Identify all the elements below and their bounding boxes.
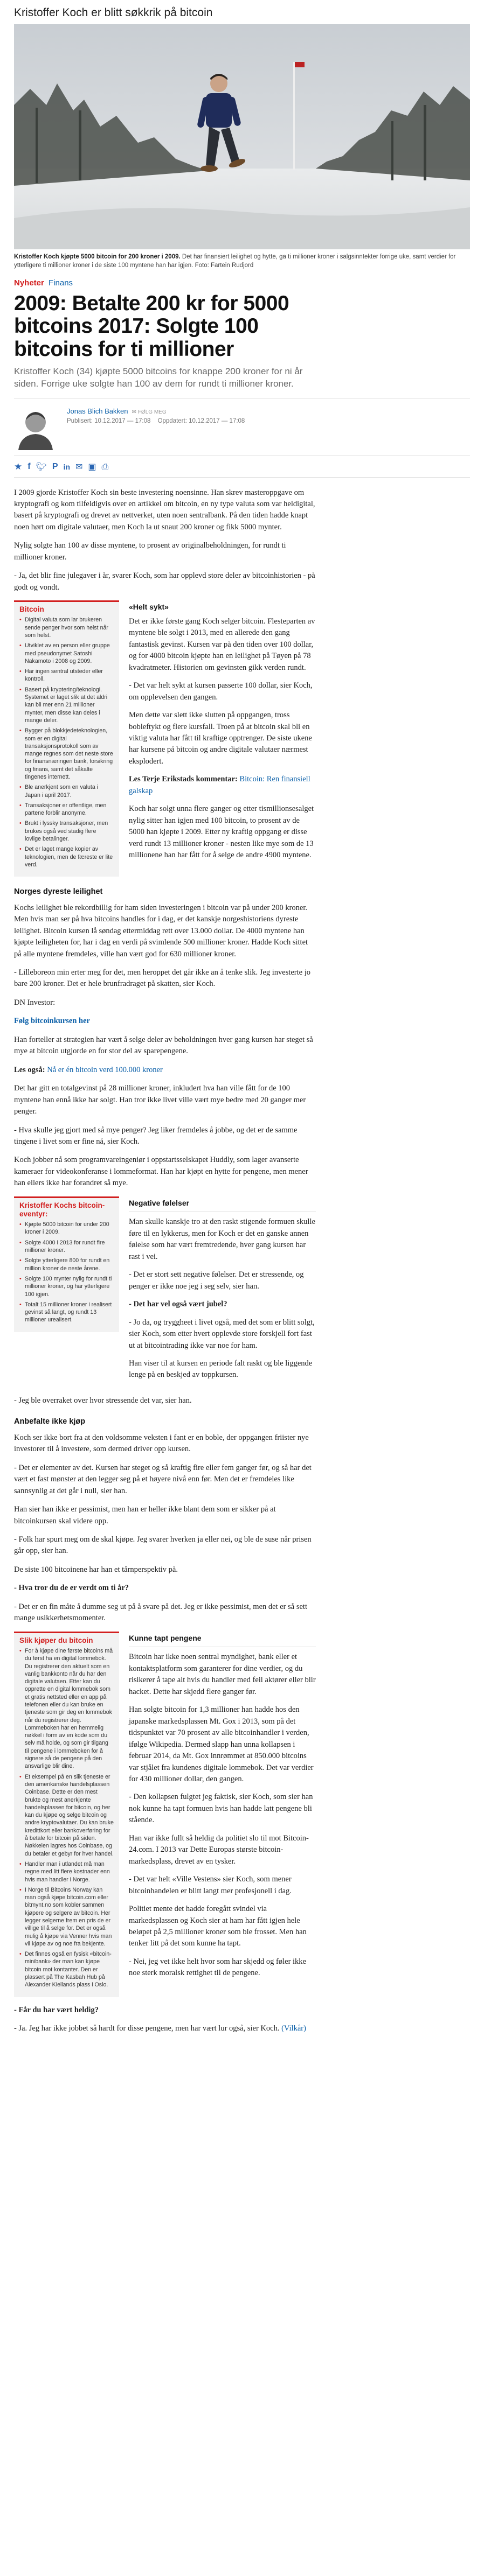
read-also [14,1065,316,1076]
risk-main-column [129,1632,316,1997]
print-icon[interactable]: ⎙ [101,461,109,472]
body-paragraph: Han viser til at kursen en periode falt raskt og ble liggende lenge på en beskjed av toppkursen. [129,1359,313,1380]
pinterest-icon[interactable]: P [52,462,58,472]
page-title: Kristoffer Koch er blitt søkkrik på bitcoin [14,6,213,19]
follow-author-link[interactable]: ✉ FØLG MEG [132,409,167,415]
published-time: Publisert: 10.12.2017 — 17:08 [67,417,151,424]
risk-section [14,1632,316,1997]
hero-illustration [14,24,470,249]
read-more [129,774,316,797]
lead-paragraph: Kristoffer Koch (34) kjøpte 5000 bitcoins for knappe 200 kroner for ni år siden. Forrige uke solgte han 100 av dem for rundt ti millioner kroner. [14,366,303,389]
factbox-item: • Har ingen sentral utsteder eller kontroll. [19,668,114,683]
body-paragraph: Han var ikke fullt så heldig da politiet slo til mot Bitcoin-24.com. I 2013 var Dette Europas største bitcoin-markedsplass, drevet av en tysker. [129,1833,309,1866]
factbox-item: • Digital valuta som lar brukeren sende penger hvor som helst når som helst. [19,616,114,639]
headline: 2009: Betalte 200 kr for 5000 bitcoins 2017: Solgte 100 bitcoins for ti millioner [14,292,289,361]
kicker-label[interactable]: Nyheter [14,278,44,288]
body-paragraph: - Det er stort sett negative følelser. Det er stressende, og penger er ikke noe jeg i seg selv, sier han. [129,1270,304,1291]
subheading: Norges dyreste leilighet [14,887,103,897]
author-name[interactable]: Jonas Blich Bakken [67,407,128,415]
factbox-item: • Basert på kryptering/teknologi. Systemet er laget slik at det aldri kan bli mer enn 21 millioner mynter, men disse kan deles i mange deler. [19,686,114,724]
read-more-label: Les Terje Erikstads kommentar: [129,775,238,784]
body-paragraph: Man skulle kanskje tro at den raskt stigende formuen skulle føre til en lykkerus, men for Koch er det en ganske annen følelse som har vært fremtredende, hver gang kursen har rast i vei. [129,1217,315,1261]
factbox-item: • Totalt 15 millioner kroner i realisert gevinst så langt, og rundt 13 millioner urealisert. [19,1301,114,1324]
feelings-section [14,1196,316,1388]
body-paragraph: - Folk har spurt meg om de skal kjøpe. Jeg svarer hverken ja eller nei, og ble de suse når prisen går opp, sier han. [14,1535,312,1556]
body-paragraph: Koch har solgt unna flere ganger og etter tismillionsesalget nylig sitter han igjen med 100 bitcoin, to prosent av de 5000 han kjøpte i 2009. Etter ny kraftig oppgang er disse verd rundt 13 millioner kroner - nesten like mye som de 13 millionene han har fått for å selge de andre 4900 myntene. [129,804,314,860]
section-link[interactable]: Finans [49,278,73,288]
factbox-item: • I Norge til Bitcoins Norway kan man også kjøpe bitcoin.com eller bitmynt.no som kobler sammen kjøpere og selgere av bitcoin. Her legger selgerne frem en pris de er villige til å selge for. Det er også mulig å kjøpe via Venner hvis man vil kjøpe av og noe fra bekjente. [19,1886,114,1948]
body-paragraph: - Ja, det blir fine julegaver i år, svarer Koch, som har opplevd store deler av bitcoinhistorien - på godt og vondt. [14,571,315,592]
body-paragraph: - Det er elementer av det. Kursen har steget og så kraftig fire eller fem ganger før, og så har det vært et fast mønster at den legger seg på et høyere nivå enn før. Men det er fremdeles like sannsynlig at det går i null, sier han. [14,1463,312,1495]
dn-investor-label: DN Investor: [14,998,56,1007]
factbox-item: • Solgte ytterligere 800 for rundt en million kroner de neste årene. [19,1257,114,1272]
closing-text: - Ja. Jeg har ikke jobbet så hardt for disse pengene, men har vært lur også, sier Koch. [14,2024,280,2033]
terms-link[interactable]: (Vilkår) [281,2024,306,2033]
article-body [14,487,316,2035]
photo-caption [14,249,461,275]
factbox-item: • Transaksjoner er offentlige, men partene forblir anonyme. [19,802,114,817]
body-paragraph: - Jo da, og tryggheet i livet også, med det som er blitt solgt, sier Koch, som etter hvert opplevde store forskjell fort fast ut at bitcointrading ikke var noe for ham. [129,1318,315,1350]
factbox-item: • Handler man i utlandet må man regne med litt flere kostnader enn hvis man handler i Norge. [19,1860,114,1884]
factbox-item: • Det er laget mange kopier av teknologien, men de færeste er lite verd. [19,845,114,869]
factbox-item: • Ble anerkjent som en valuta i Japan i april 2017. [19,783,114,799]
bitcoin-rate-link[interactable]: Følg bitcoinkursen her [14,1017,90,1026]
byline-text [67,404,245,426]
body-paragraph: Han forteller at strategien har vært å selge deler av beholdningen hver gang kursen har steget så mye at bitcoin utgjorde en for stor del av sparepengene. [14,1035,313,1056]
body-paragraph: Koch ser ikke bort fra at den voldsomme veksten i fant er en boble, der oppgangen friister nye investorer til å investere, som dermed driver opp kursen. [14,1433,309,1454]
buy-factbox-column [14,1632,119,1997]
body-paragraph: Koch jobber nå som programvareingeniør i oppstartsselskapet Huddly, som lager avanserte kameraer for videokonferanse i lommeformat. Han har kjøpt en hytte for pengene, men mener han ellers ikke har forandret så mye. [14,1156,308,1188]
body-paragraph: Han solgte bitcoin for 1,3 millioner han hadde hos den japanske markedsplassen Mt. Gox i 2013, som på det tidspunktet var 70 prosent av alle bitcoinhandler i verden, ifølge Wikipedia. Dermed slapp han unna kollapsen i februar 2014, da Mt. Gox innrømmet at 850.000 bitcoins var stjålet fra kundenes digitale lommebok. Det var verdier for 430 millioner dollar, den gangen. [129,1705,314,1783]
factbox-list [19,1221,114,1324]
subheading: Anbefalte ikke kjøp [14,1417,86,1426]
email-icon[interactable]: ✉ [75,461,83,472]
factbox-title: Kristoffer Kochs bitcoin-eventyr: [19,1201,105,1218]
bitcoin-section [14,600,316,877]
body-paragraph: - Det er en fin måte å dumme seg ut på å svare på det. Jeg er ikke pessimist, men det er så sett mange usikkerhetsmomenter. [14,1602,307,1623]
read-also-label: Les også: [14,1065,45,1074]
factbox-item: • Utviklet av en person eller gruppe med pseudonymet Satoshi Nakamoto i 2008 og 2009. [19,642,114,665]
caption-text: Det har finansiert leilighet og hytte, ga ti millioner kroner i salgsinntekter forrige uke, samt verdier for ytterligere ti millioner kroner i de siste 100 myntene han har igjen. Foto: Fartein Rudjord [14,254,456,269]
factbox-item: • Kjøpte 5000 bitcoin for under 200 kroner i 2009. [19,1221,114,1236]
body-paragraph: Bitcoin har ikke noen sentral myndighet, bank eller et kontaktsplatform som garanterer for dine verdier, og du risikerer å tape alt hvis du handler med feil aktører eller blir hacket. Dette har skjedd flere ganger før. [129,1653,316,1696]
body-paragraph: Nylig solgte han 100 av disse myntene, to prosent av originalbeholdningen, for rundt ti millioner kroner. [14,541,286,562]
factbox-list [19,1647,114,1989]
caption-lead: Kristoffer Koch kjøpte 5000 bitcoin for 200 kroner i 2009. [14,254,181,261]
factbox-title: Bitcoin [19,605,44,614]
subheading: Kunne tapt pengene [129,1632,316,1648]
body-paragraph: - Nei, jeg vet ikke helt hvor som har skjedd og føler ikke noe sterk moralsk rettighet til de pengene. [129,1957,306,1978]
byline [14,398,470,456]
body-paragraph: Kochs leilighet ble rekordbillig for ham siden investeringen i bitcoin var på under 200 kroner. Men hvis man ser på hva bitcoins handles for i dag, er det kanskje norgeshistoriens dyreste leilighet. Bitcoin kursen lå søndag ettermiddag rett over 13.000 dollar. De 4000 myntene han kjøpte leiligheten for, har i dag en verdi på svimlende 500 millioner kroner. Hadde Koch sittet på alle myntene fremdeles, ville han vært god for 630 millioner kroner. [14,903,308,958]
factbox-item: • Solgte 4000 i 2013 for rundt fire millioner kroner. [19,1239,114,1255]
body-paragraph: De siste 100 bitcoinene har han et tårnperspektiv på. [14,1565,178,1574]
question: - Hva tror du de er verdt om ti år? [14,1584,129,1593]
factbox-item: • For å kjøpe dine første bitcoins må du først ha en digital lommebok. Du registrerer den aktuelt som en vanlig bankkonto når du har den digitale valutaen. Etter kan du opprette en digital lommebok som et gratis nettsted eller en app på telefonen eller du kan bruke en tjeneste som gir deg en lommebok når du registrerer deg. Lommeboken har en hemmelig nøkkel i form av en kode som du selv må holde, og som gir tilgang til pengene i lommeboken for å signere så de pengene på den ansvarlige blir dine. [19,1647,114,1770]
star-icon[interactable]: ★ [14,461,23,472]
subheading: Negative følelser [129,1196,316,1213]
factbox-item: • Et eksempel på en slik tjeneste er den amerikanske handelsplassen Coinbase. Dette er den mest brukte og mest anerkjente handelsplassen for bitcoin, og her kan du kjøpe og selge bitcoin og andre kryptovalutaer. Du kan bruke kredittkort eller bankoverføring for å betale for bitcoin på siden. Nøkkelen lagres hos Coinbase, og du betaler et gebyr for hver handel. [19,1773,114,1858]
koch-factbox [14,1196,119,1332]
factbox-item: • Brukt i lyssky transaksjoner, men brukes også ved stadig flere lovlige betalinger. [19,820,114,843]
linkedin-icon[interactable]: in [63,463,71,472]
body-paragraph: - Det var helt «Ville Vestens» sier Koch, som mener bitcoinhandelen er blitt langt mer profesjonell i dag. [129,1875,292,1895]
factbox-title: Slik kjøper du bitcoin [19,1636,93,1644]
body-paragraph: Det har gitt en totalgevinst på 28 millioner kroner, inkludert hva han ville fått for de 100 myntene han ennå ikke har solgt. Han tror ikke livet ville vært mye bedre med 20 ganger mer penger. [14,1084,306,1116]
message-icon[interactable]: ▣ [88,461,96,472]
question: - Får du har vært heldig? [14,2005,99,2014]
body-paragraph: - Hva skulle jeg gjort med så mye penger? Jeg liker fremdeles å jobbe, og det er de samme tingene i livet som er fine nå, sier Koch. [14,1125,298,1146]
body-paragraph: Det er ikke første gang Koch selger bitcoin. Flesteparten av myntene ble solgt i 2013, med en allerede den gang fantastisk gevinst. Kursen var på den tiden over 100 dollar, og for 4000 bitcoin kjøpte han en leilighet på Tøyen på 78 kvadratmeter. Historien om gevinsten gikk verden rundt. [129,617,315,672]
body-paragraph: - Lilleboreon min erter meg for det, men heroppet det går ikke an å tenke slik. Jeg investerte jo bare 200 kroner. Det er hele brunfradraget på skatten, sier Koch. [14,968,311,989]
bitcoin-factbox-column [14,600,119,877]
author-avatar [14,404,57,450]
body-paragraph: Politiet mente det hadde foregått svindel via markedsplassen og Koch sier at ham har fått igjen hele beløpet på 2,5 millioner kroner som ble frosset. Men han tenker litt på det som kunne ha tapt. [129,1905,307,1948]
koch-factbox-column [14,1196,119,1388]
factbox-item: • Det finnes også en fysisk «bitcoin-minibank» der man kan kjøpe bitcoin mot kontanter. Den er plassert på The Kasbah Hub på Alexander Kiellands plass i Oslo. [19,1950,114,1989]
factbox-item: • Solgte 100 mynter nylig for rundt ti millioner kroner, og har ytterligere 100 igjen. [19,1275,114,1298]
body-paragraph: Men dette var slett ikke slutten på oppgangen, tross bobleftykt og flere kursfall. Troen på at bitcoin skal bli en viktig valuta har fått til kraftige opptrenger. De siste ukene har kursene på bitcoin og andre digitale valutaer nærmest eksplodert. [129,711,312,766]
twitter-icon[interactable]: 🐦︎ [36,461,47,472]
factbox-item: • Bygger på blokkjedeteknologien, som er en digital transaksjonsprotokoll som av mange regnes som det neste store for finansnæringen bank, forsikring og finans, samt det såkalte tingenes internett. [19,727,114,781]
body-paragraph: - Jeg ble overraket over hvor stressende det var, sier han. [14,1396,192,1405]
subheading: «Helt sykt» [129,603,169,612]
section-kicker [14,277,470,289]
factbox-list [19,616,114,869]
buy-bitcoin-factbox [14,1632,119,1997]
bitcoin-factbox [14,600,119,877]
feelings-main-column [129,1196,316,1388]
updated-time: Oppdatert: 10.12.2017 — 17:08 [157,417,245,424]
commentary-link[interactable]: Bitcoin: Ren finansiell galskap [129,775,310,795]
facebook-icon[interactable]: f [27,462,31,472]
body-paragraph [14,2023,316,2034]
question: - Det har vel også vært jubel? [129,1300,227,1309]
body-paragraph: - Det var helt sykt at kursen passerte 100 dollar, sier Koch, om opplevelsen den gangen. [129,681,313,702]
hero-photo [14,24,470,249]
read-also-link[interactable]: Nå er én bitcoin verd 100.000 kroner [47,1065,163,1074]
share-bar [14,456,470,478]
body-paragraph: - Den kollapsen fulgtet jeg faktisk, sier Koch, som sier han nok kunne ha tapt formuen hvis han hadde latt pengene bli stående. [129,1793,313,1825]
body-paragraph: I 2009 gjorde Kristoffer Koch sin beste investering noensinne. Han skrev masteroppgave om kryptografi og kom tilfeldigvis over en artikkel om bitcoin, en ny type valuta som var heldigital, basert på kryptografi og drevet av nettverket, uten noen sentralbank. På den tiden hadde knapt noen hørt om digitale valutaer, men Koch la ut snaut 200 kroner og fikk 5000 mynter. [14,488,315,531]
bitcoin-main-column [129,600,316,877]
body-paragraph: Han sier han ikke er pessimist, men han er heller ikke blant dem som er sikker på at bitcoinkursen skal videre opp. [14,1505,276,1525]
